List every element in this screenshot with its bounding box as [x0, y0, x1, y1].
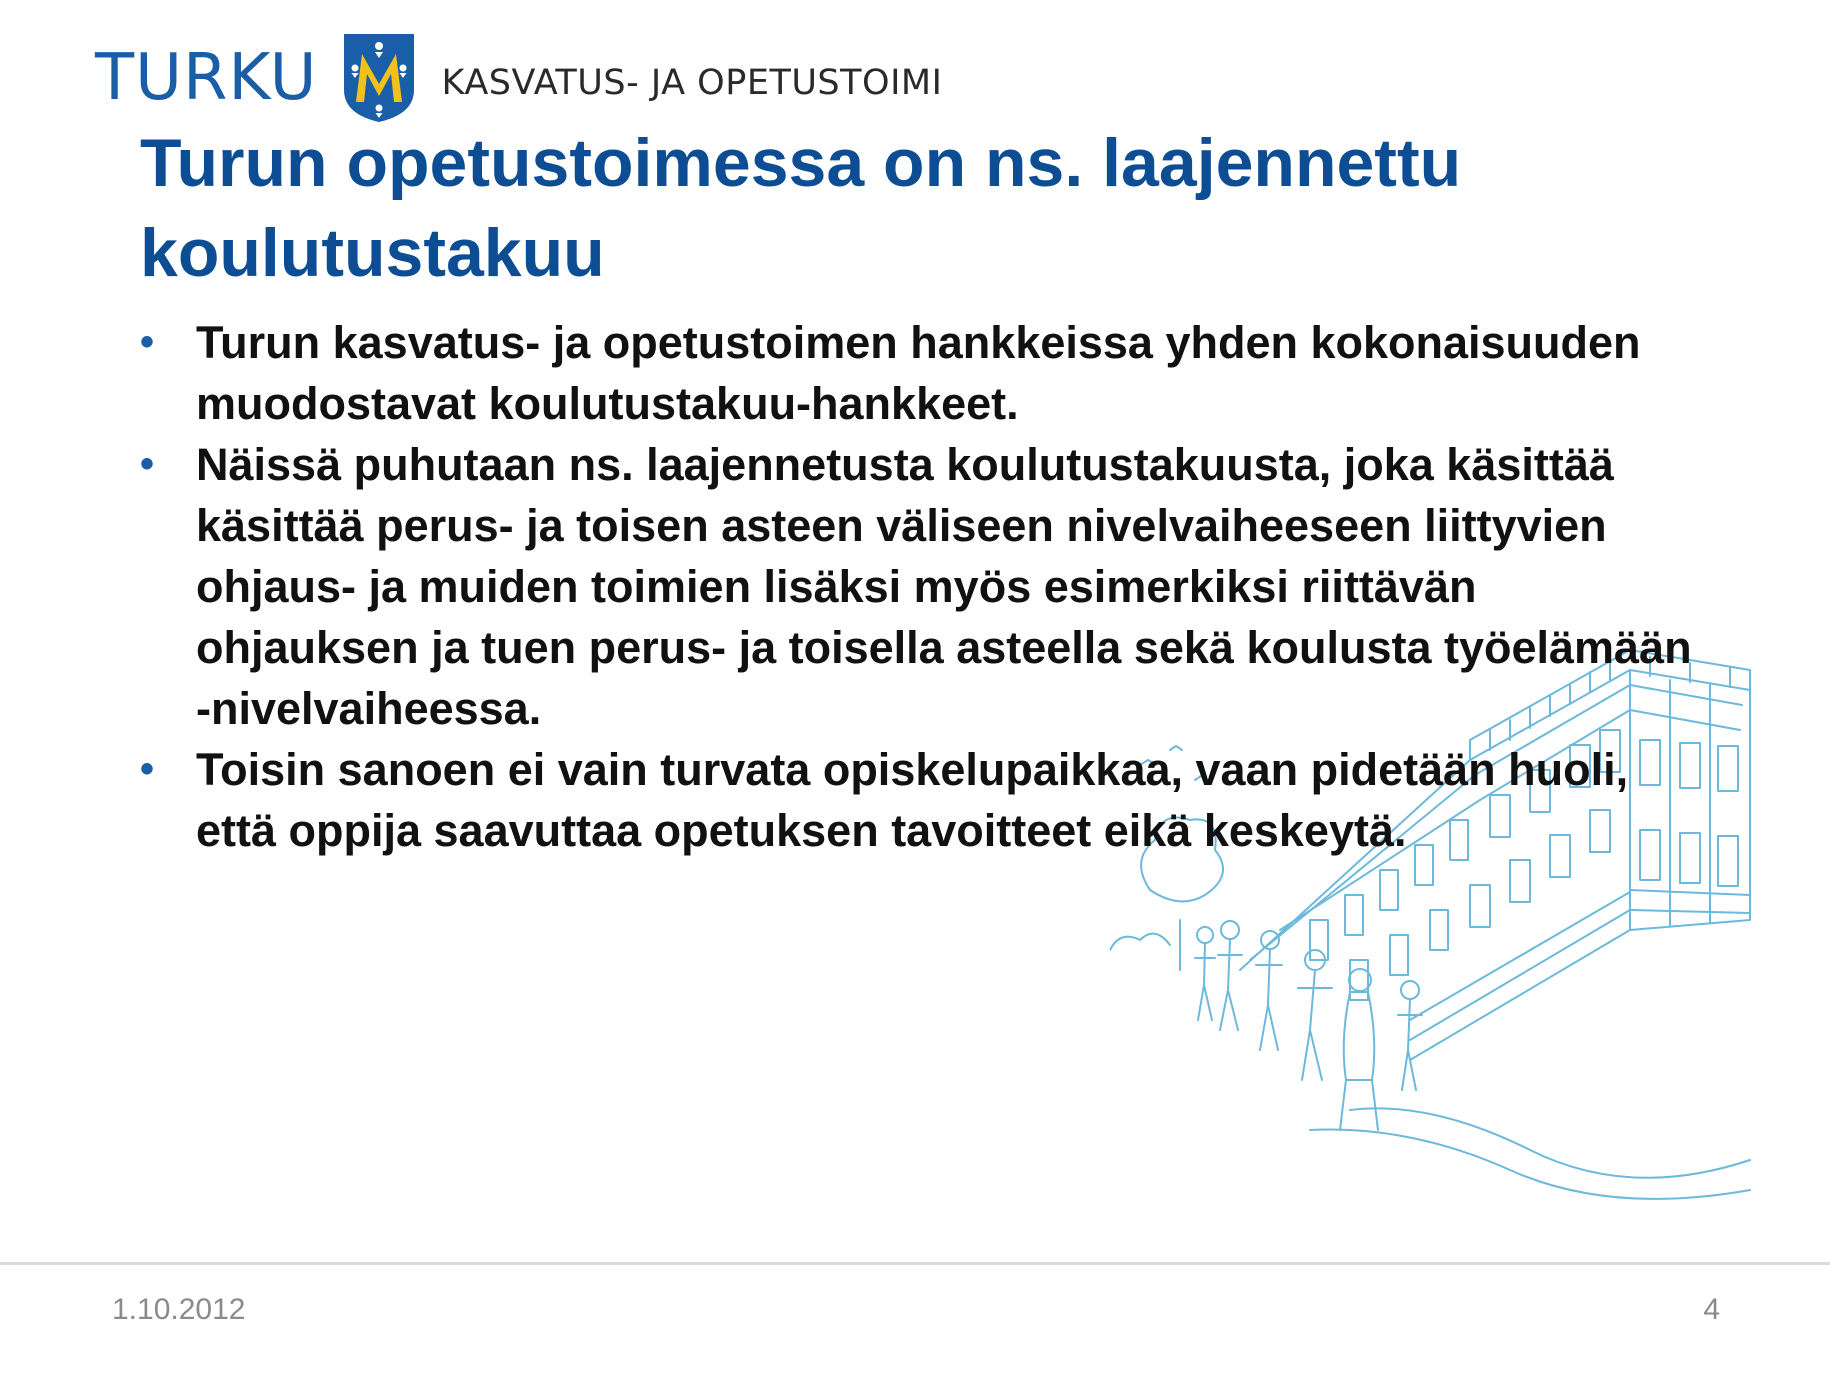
page-number: 4: [1703, 1293, 1720, 1326]
bullet-marker: •: [140, 747, 155, 791]
bullet-text: Näissä puhutaan ns. laajennetusta koulutustakuusta, joka käsittää käsittää perus- ja toisen asteen väliseen nivelvaiheeseen liittyvien ohjaus- ja muiden toimien lisäksi myös esimerkiksi riittävän ohjauksen ja tuen perus- ja toisella asteella sekä koulusta työelämään -nivelvaiheessa.: [196, 439, 1692, 734]
slide-title: Turun opetustoimessa on ns. laajennettu koulutustakuu: [140, 125, 1462, 291]
bullet-text: Turun kasvatus- ja opetustoimen hankkeissa yhden kokonaisuuden muodostavat koulutustakuu-hankkeet.: [196, 317, 1641, 429]
slide-header: [95, 30, 942, 125]
bullet-item: [140, 434, 1700, 739]
bullet-text: Toisin sanoen ei vain turvata opiskelupaikkaa, vaan pidetään huoli, että oppija saavuttaa opetuksen tavoitteet eikä keskeytä.: [196, 744, 1629, 856]
turku-coat-of-arms-icon: [342, 32, 416, 124]
bullet-list: [140, 312, 1700, 861]
bullet-marker: •: [140, 442, 155, 486]
footer-date: 1.10.2012: [112, 1293, 246, 1326]
bullet-item: [140, 312, 1700, 434]
department-name: KASVATUS- JA OPETUSTOIMI: [441, 63, 943, 103]
bullet-marker: •: [140, 320, 155, 364]
bullet-item: [140, 739, 1700, 861]
brand-logo-text: TURKU: [95, 40, 318, 115]
footer-divider: [0, 1262, 1830, 1265]
